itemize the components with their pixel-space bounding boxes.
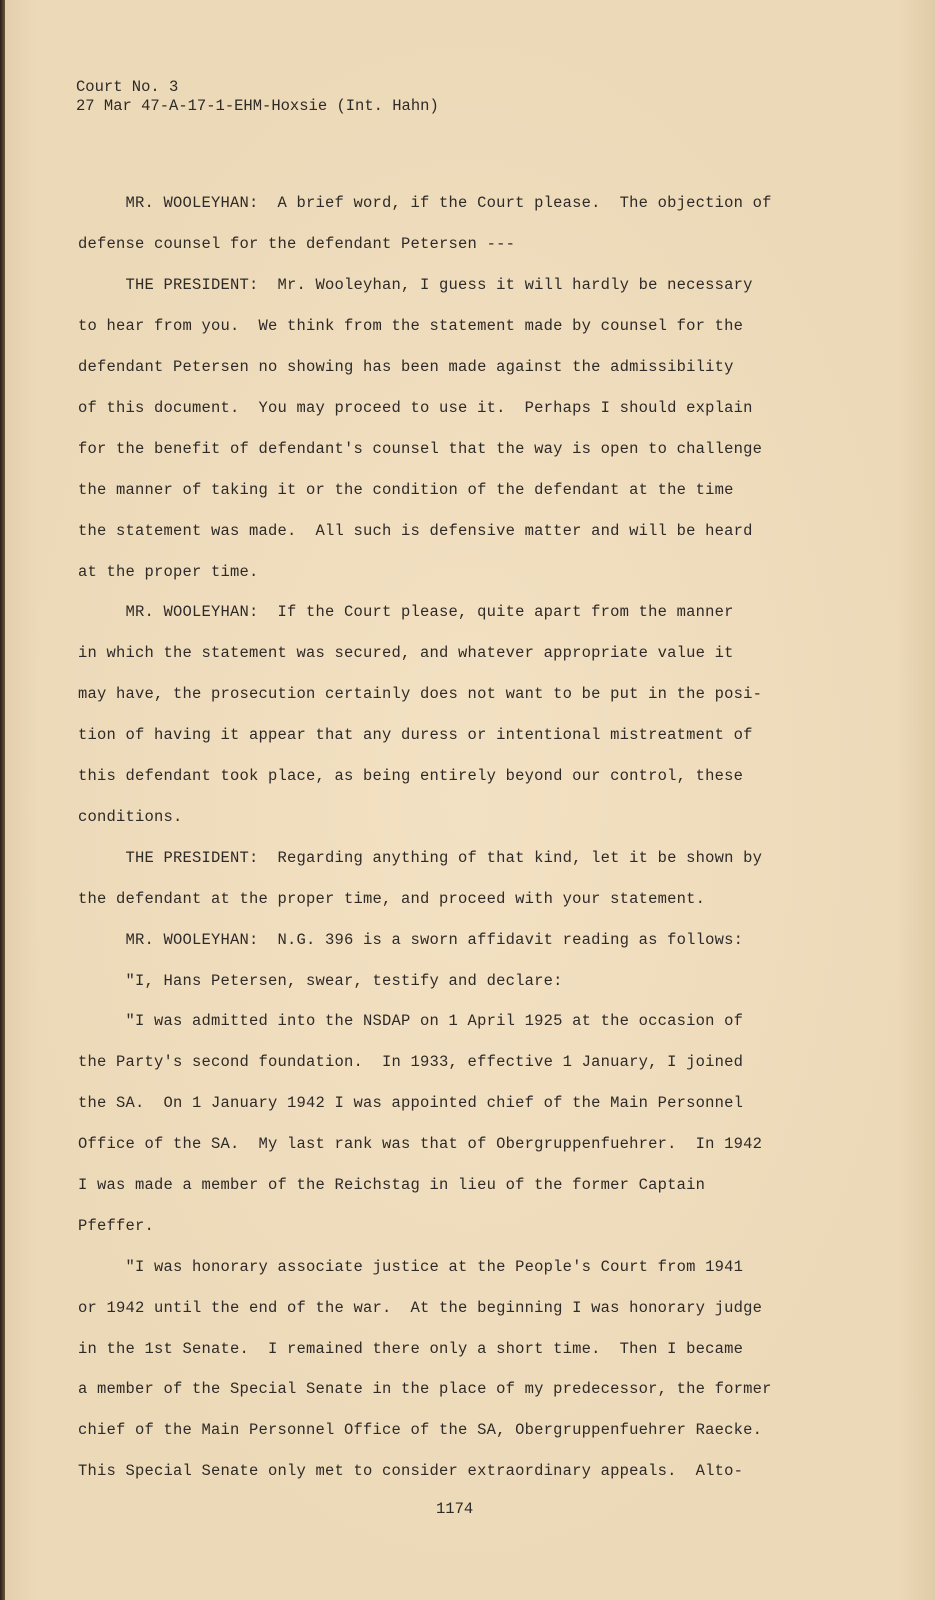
transcript-line: THE PRESIDENT: Regarding anything of that kind, let it be shown by (78, 849, 763, 867)
transcript-line: the defendant at the proper time, and proceed with your statement. (78, 890, 706, 908)
transcript-line: at the proper time. (78, 563, 259, 581)
transcript-line: to hear from you. We think from the statement made by counsel for the (78, 317, 744, 335)
court-number: Court No. 3 (76, 78, 179, 96)
transcript-line: this defendant took place, as being entirely beyond our control, these (78, 767, 744, 785)
transcript-line: the manner of taking it or the condition of the defendant at the time (78, 481, 734, 499)
transcript-line: in which the statement was secured, and whatever appropriate value it (78, 644, 734, 662)
transcript-line: of this document. You may proceed to use it. Perhaps I should explain (78, 399, 753, 417)
transcript-line: THE PRESIDENT: Mr. Wooleyhan, I guess it will hardly be necessary (78, 276, 753, 294)
transcript-line: may have, the prosecution certainly does not want to be put in the posi- (78, 685, 763, 703)
transcript-line: the statement was made. All such is defensive matter and will be heard (78, 522, 753, 540)
transcript-line: a member of the Special Senate in the place of my predecessor, the former (78, 1380, 772, 1398)
transcript-line: This Special Senate only met to consider extraordinary appeals. Alto- (78, 1462, 744, 1480)
transcript-line: Office of the SA. My last rank was that of Obergruppenfuehrer. In 1942 (78, 1135, 763, 1153)
page-edge-shadow (0, 0, 5, 1600)
transcript-line: the Party's second foundation. In 1933, effective 1 January, I joined (78, 1053, 744, 1071)
transcript-line: defense counsel for the defendant Petersen --- (78, 235, 516, 253)
transcript-line: defendant Petersen no showing has been made against the admissibility (78, 358, 734, 376)
transcript-line: "I was admitted into the NSDAP on 1 April 1925 at the occasion of (78, 1012, 744, 1030)
transcript-line: I was made a member of the Reichstag in lieu of the former Captain (78, 1176, 706, 1194)
document-header (76, 78, 439, 116)
transcript-line: MR. WOOLEYHAN: A brief word, if the Court please. The objection of (78, 194, 772, 212)
session-reference: 27 Mar 47-A-17-1-EHM-Hoxsie (Int. Hahn) (76, 97, 439, 115)
transcript-line: in the 1st Senate. I remained there only a short time. Then I became (78, 1340, 744, 1358)
transcript-line: Pfeffer. (78, 1217, 155, 1235)
transcript-line: the SA. On 1 January 1942 I was appointed chief of the Main Personnel (78, 1094, 744, 1112)
transcript-line: or 1942 until the end of the war. At the beginning I was honorary judge (78, 1299, 763, 1317)
transcript-line: "I, Hans Petersen, swear, testify and declare: (78, 972, 563, 990)
transcript-line: tion of having it appear that any duress or intentional mistreatment of (78, 726, 753, 744)
transcript-line: chief of the Main Personnel Office of the SA, Obergruppenfuehrer Raecke. (78, 1421, 763, 1439)
transcript-line: MR. WOOLEYHAN: N.G. 396 is a sworn affidavit reading as follows: (78, 931, 744, 949)
transcript-line: "I was honorary associate justice at the People's Court from 1941 (78, 1258, 744, 1276)
transcript-line: MR. WOOLEYHAN: If the Court please, quite apart from the manner (78, 603, 734, 621)
transcript-line: for the benefit of defendant's counsel that the way is open to challenge (78, 440, 763, 458)
transcript-line: conditions. (78, 808, 183, 826)
page-number: 1174 (436, 1500, 474, 1518)
